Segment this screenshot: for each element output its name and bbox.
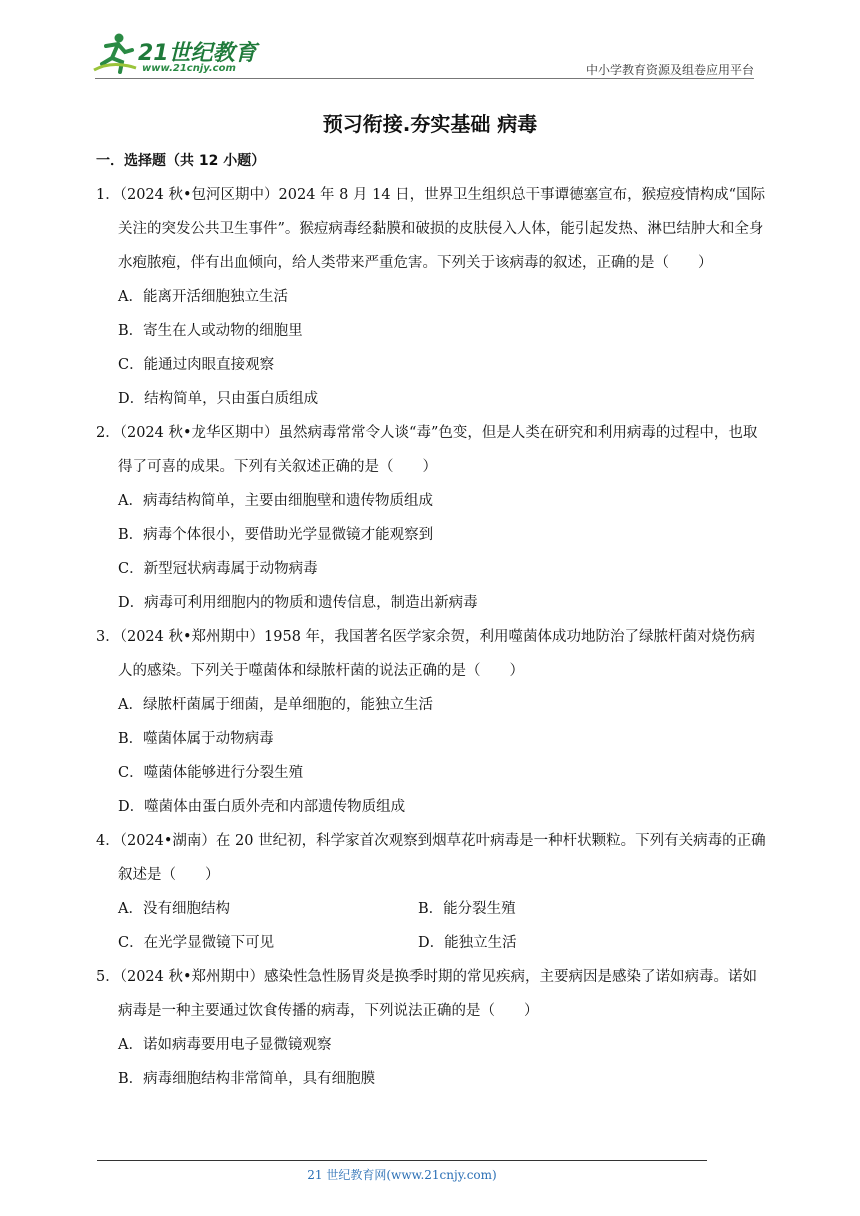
logo-url: www.21cnjy.com [142, 63, 236, 74]
option: B．病毒细胞结构非常简单，具有细胞膜 [118, 1071, 376, 1087]
option: C．在光学显微镜下可见 [118, 935, 275, 951]
question-stem: 2．（2024 秋•龙华区期中）虽然病毒常常令人谈“毒”色变，但是人类在研究和利用病毒的过程中，也取得了可喜的成果。下列有关叙述正确的是（ ） [96, 425, 758, 475]
option: A．绿脓杆菌属于细菌，是单细胞的，能独立生活 [118, 697, 433, 713]
option: D．病毒可利用细胞内的物质和遗传信息，制造出新病毒 [118, 595, 478, 611]
question-stem: 4．（2024•湖南）在 20 世纪初，科学家首次观察到烟草花叶病毒是一种杆状颗粒。下列有关病毒的正确叙述是（ ） [96, 833, 766, 883]
question [96, 824, 768, 960]
question-stem: 5．（2024 秋•郑州期中）感染性急性肠胃炎是换季时期的常见疾病，主要病因是感染了诺如病毒。诺如病毒是一种主要通过饮食传播的病毒，下列说法正确的是（ ） [96, 969, 758, 1019]
page-title: 预习衔接.夯实基础 病毒 [322, 112, 538, 136]
question [96, 416, 768, 620]
option: B．噬菌体属于动物病毒 [118, 731, 274, 747]
option: B．病毒个体很小，要借助光学显微镜才能观察到 [118, 527, 434, 543]
option-row [96, 892, 768, 926]
question [96, 620, 768, 824]
option: C．能通过肉眼直接观察 [118, 357, 275, 373]
question [96, 178, 768, 416]
option: B．寄生在人或动物的细胞里 [118, 323, 303, 339]
logo-text: 21世纪教育 [138, 41, 257, 66]
runner-logo-icon [92, 30, 138, 76]
question-stem: 1．（2024 秋•包河区期中）2024 年 8 月 14 日，世界卫生组织总干事谭德塞宣布，猴痘疫情构成“国际关注的突发公共卫生事件”。猴痘病毒经黏膜和破损的皮肤侵入人体，能引起发热、淋巴结肿大和全身水疱脓疱，伴有出血倾向，给人类带来严重危害。下列关于该病毒的叙述，正确的是（ ） [96, 187, 766, 271]
option-row [96, 926, 768, 960]
footer-divider [97, 1160, 707, 1161]
footer-link[interactable]: 21 世纪教育网(www.21cnjy.com) [307, 1168, 497, 1182]
option: D．结构简单，只由蛋白质组成 [118, 391, 319, 407]
option: A．诺如病毒要用电子显微镜观察 [118, 1037, 332, 1053]
question-stem: 3．（2024 秋•郑州期中）1958 年，我国著名医学家余贺，利用噬菌体成功地防治了绿脓杆菌对烧伤病人的感染。下列关于噬菌体和绿脓杆菌的说法正确的是（ ） [96, 629, 756, 679]
header-platform-text: 中小学教育资源及组卷应用平台 [585, 63, 754, 77]
section-heading: 一．选择题（共 12 小题） [96, 153, 266, 169]
option: C．噬菌体能够进行分裂生殖 [118, 765, 304, 781]
option: D．能独立生活 [418, 935, 517, 951]
logo [92, 30, 262, 78]
question-list [96, 178, 768, 1096]
question [96, 960, 768, 1096]
option: C．新型冠状病毒属于动物病毒 [118, 561, 318, 577]
option: A．没有细胞结构 [118, 901, 230, 917]
option: A．能离开活细胞独立生活 [118, 289, 288, 305]
header-divider [95, 78, 754, 79]
page-header [0, 0, 860, 80]
option: B．能分裂生殖 [418, 901, 516, 917]
option: D．噬菌体由蛋白质外壳和内部遗传物质组成 [118, 799, 406, 815]
option: A．病毒结构简单，主要由细胞壁和遗传物质组成 [118, 493, 433, 509]
